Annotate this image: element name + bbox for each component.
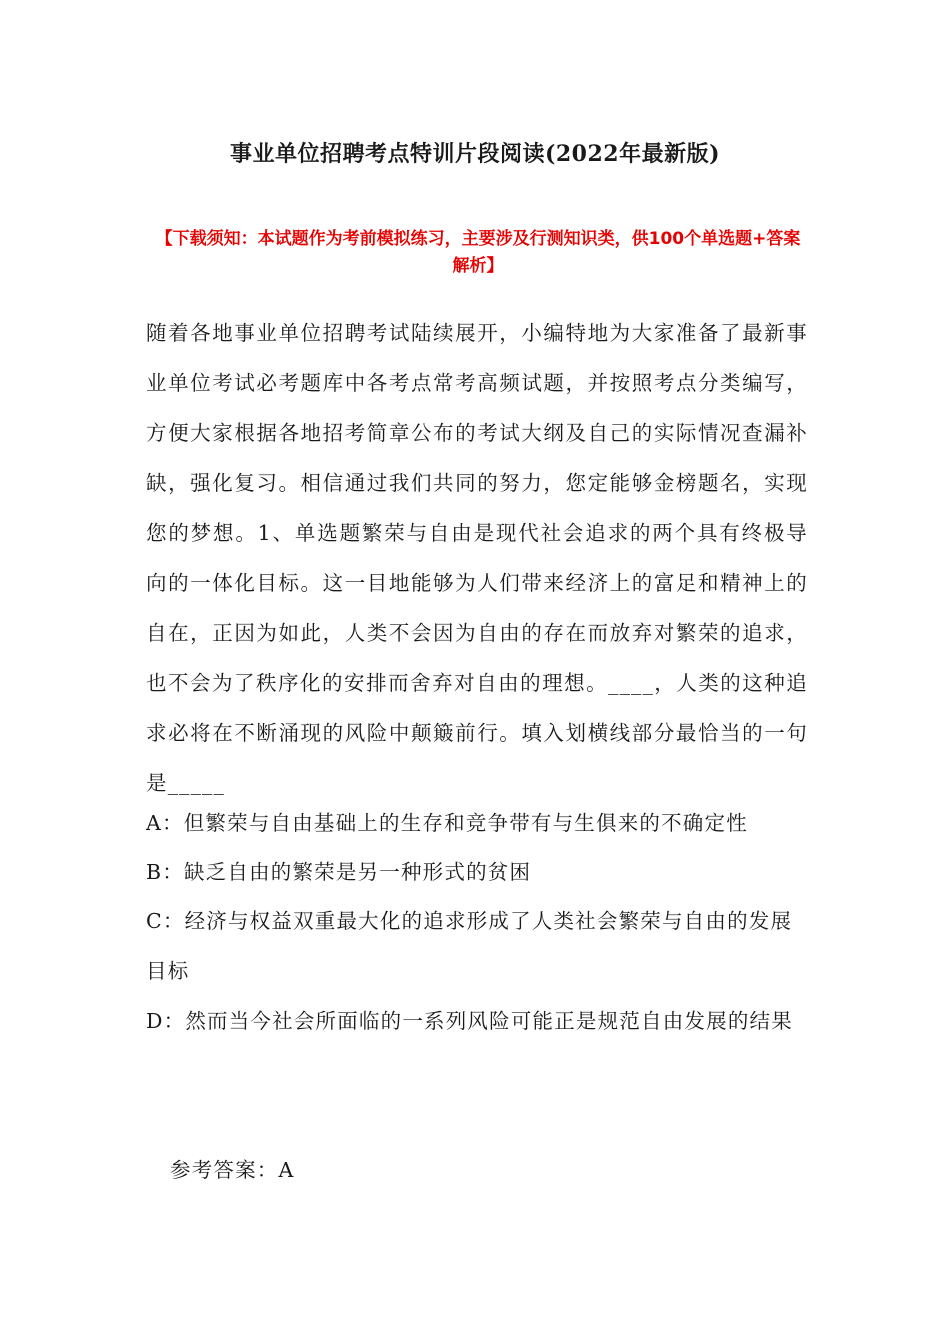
download-notice: 【下载须知：本试题作为考前模拟练习，主要涉及行测知识类，供100个单选题+答案解析】 xyxy=(155,229,801,276)
option-c: C：经济与权益双重最大化的追求形成了人类社会繁荣与自由的发展目标 xyxy=(146,909,793,983)
question-passage: 随着各地事业单位招聘考试陆续展开，小编特地为大家准备了最新事业单位考试必考题库中各考点常考高频试题，并按照考点分类编写，方便大家根据各地招考简章公布的考试大纲及自己的实际情况查漏补缺，强化复习。相信通过我们共同的努力，您定能够金榜题名，实现您的梦想。1、单选题繁荣与自由是现代社会追求的两个具有终极导向的一体化目标。这一目地能够为人们带来经济上的富足和精神上的自在，正因为如此，人类不会因为自由的存在而放弃对繁荣的追求，也不会为了秩序化的安排而舍弃对自由的理想。____，人类的这种追求必将在不断涌现的风险中颠簸前行。填入划横线部分最恰当的一句是_____ xyxy=(146,321,808,795)
option-b: B：缺乏自由的繁荣是另一种形式的贫困 xyxy=(146,860,532,884)
reference-answer: 参考答案：A xyxy=(170,1158,295,1182)
document-title: 事业单位招聘考点特训片段阅读(2022年最新版) xyxy=(229,141,721,167)
option-d: D：然而当今社会所面临的一系列风险可能正是规范自由发展的结果 xyxy=(146,1009,793,1033)
option-a: A：但繁荣与自由基础上的生存和竞争带有与生俱来的不确定性 xyxy=(146,811,748,835)
